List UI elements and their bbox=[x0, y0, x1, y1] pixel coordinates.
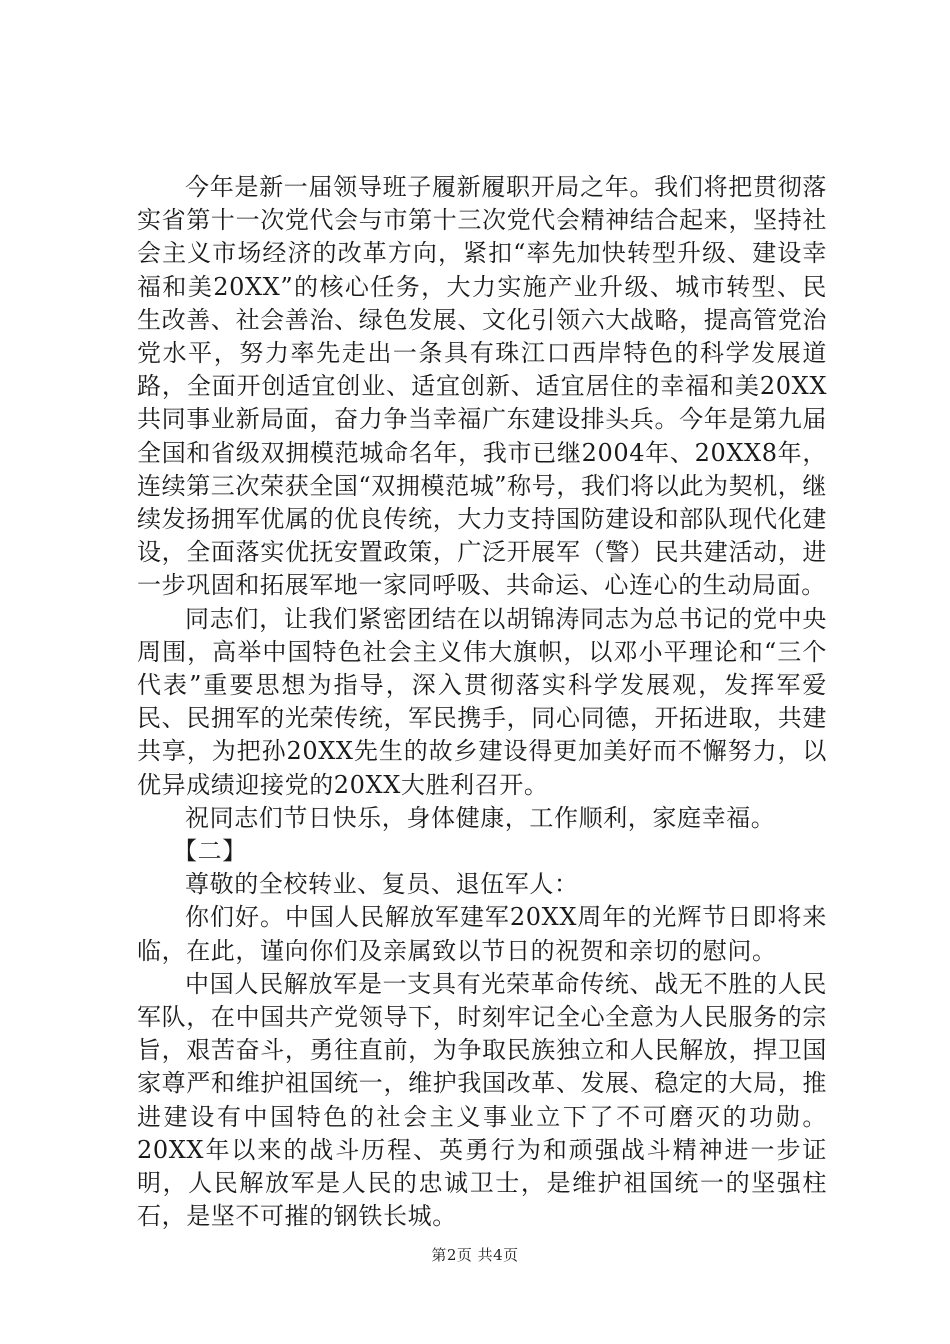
paragraph-2: 同志们，让我们紧密团结在以胡锦涛同志为总书记的党中央周围，高举中国特色社会主义伟大旗帜，以邓小平理论和“三个代表”重要思想为指导，深入贯彻落实科学发展观，发挥军爱民、民拥军的光荣传统，军民携手，同心同德，开拓进取，共建共享，为把孙20XX先生的故乡建设得更加美好而不懈努力，以优异成绩迎接党的20XX大胜利召开。 bbox=[137, 604, 827, 799]
document-body bbox=[137, 171, 827, 1234]
salutation: 尊敬的全校转业、复员、退伍军人： bbox=[185, 870, 579, 899]
paragraph-3: 祝同志们节日快乐，身体健康，工作顺利，家庭幸福。 bbox=[185, 803, 776, 832]
section-heading: 【二】 bbox=[173, 837, 247, 866]
page-number-label: 第2页 共4页 bbox=[431, 1246, 519, 1264]
paragraph-5: 中国人民解放军是一支具有光荣革命传统、战无不胜的人民军队，在中国共产党领导下，时刻牢记全心全意为人民服务的宗旨，艰苦奋斗，勇往直前，为争取民族独立和人民解放，捍卫国家尊严和维护祖国统一，维护我国改革、发展、稳定的大局，推进建设有中国特色的社会主义事业立下了不可磨灭的功勋。20XX年以来的战斗历程、英勇行为和顽强战斗精神进一步证明，人民解放军是人民的忠诚卫士，是维护祖国统一的坚强柱石，是坚不可摧的钢铁长城。 bbox=[137, 969, 827, 1231]
page-footer bbox=[0, 1244, 950, 1265]
paragraph-4: 你们好。中国人民解放军建军20XX周年的光辉节日即将来临，在此，谨向你们及亲属致以节日的祝贺和亲切的慰问。 bbox=[137, 903, 827, 965]
paragraph-1: 今年是新一届领导班子履新履职开局之年。我们将把贯彻落实省第十一次党代会与市第十三次党代会精神结合起来，坚持社会主义市场经济的改革方向，紧扣“率先加快转型升级、建设幸福和美20XX”的核心任务，大力实施产业升级、城市转型、民生改善、社会善治、绿色发展、文化引领六大战略，提高管党治党水平，努力率先走出一条具有珠江口西岸特色的科学发展道路，全面开创适宜创业、适宜创新、适宜居住的幸福和美20XX共同事业新局面，奋力争当幸福广东建设排头兵。今年是第九届全国和省级双拥模范城命名年，我市已继2004年、20XX8年，连续第三次荣获全国“双拥模范城”称号，我们将以此为契机，继续发扬拥军优属的优良传统，大力支持国防建设和部队现代化建设，全面落实优抚安置政策，广泛开展军（警）民共建活动，进一步巩固和拓展军地一家同呼吸、共命运、心连心的生动局面。 bbox=[137, 173, 827, 600]
